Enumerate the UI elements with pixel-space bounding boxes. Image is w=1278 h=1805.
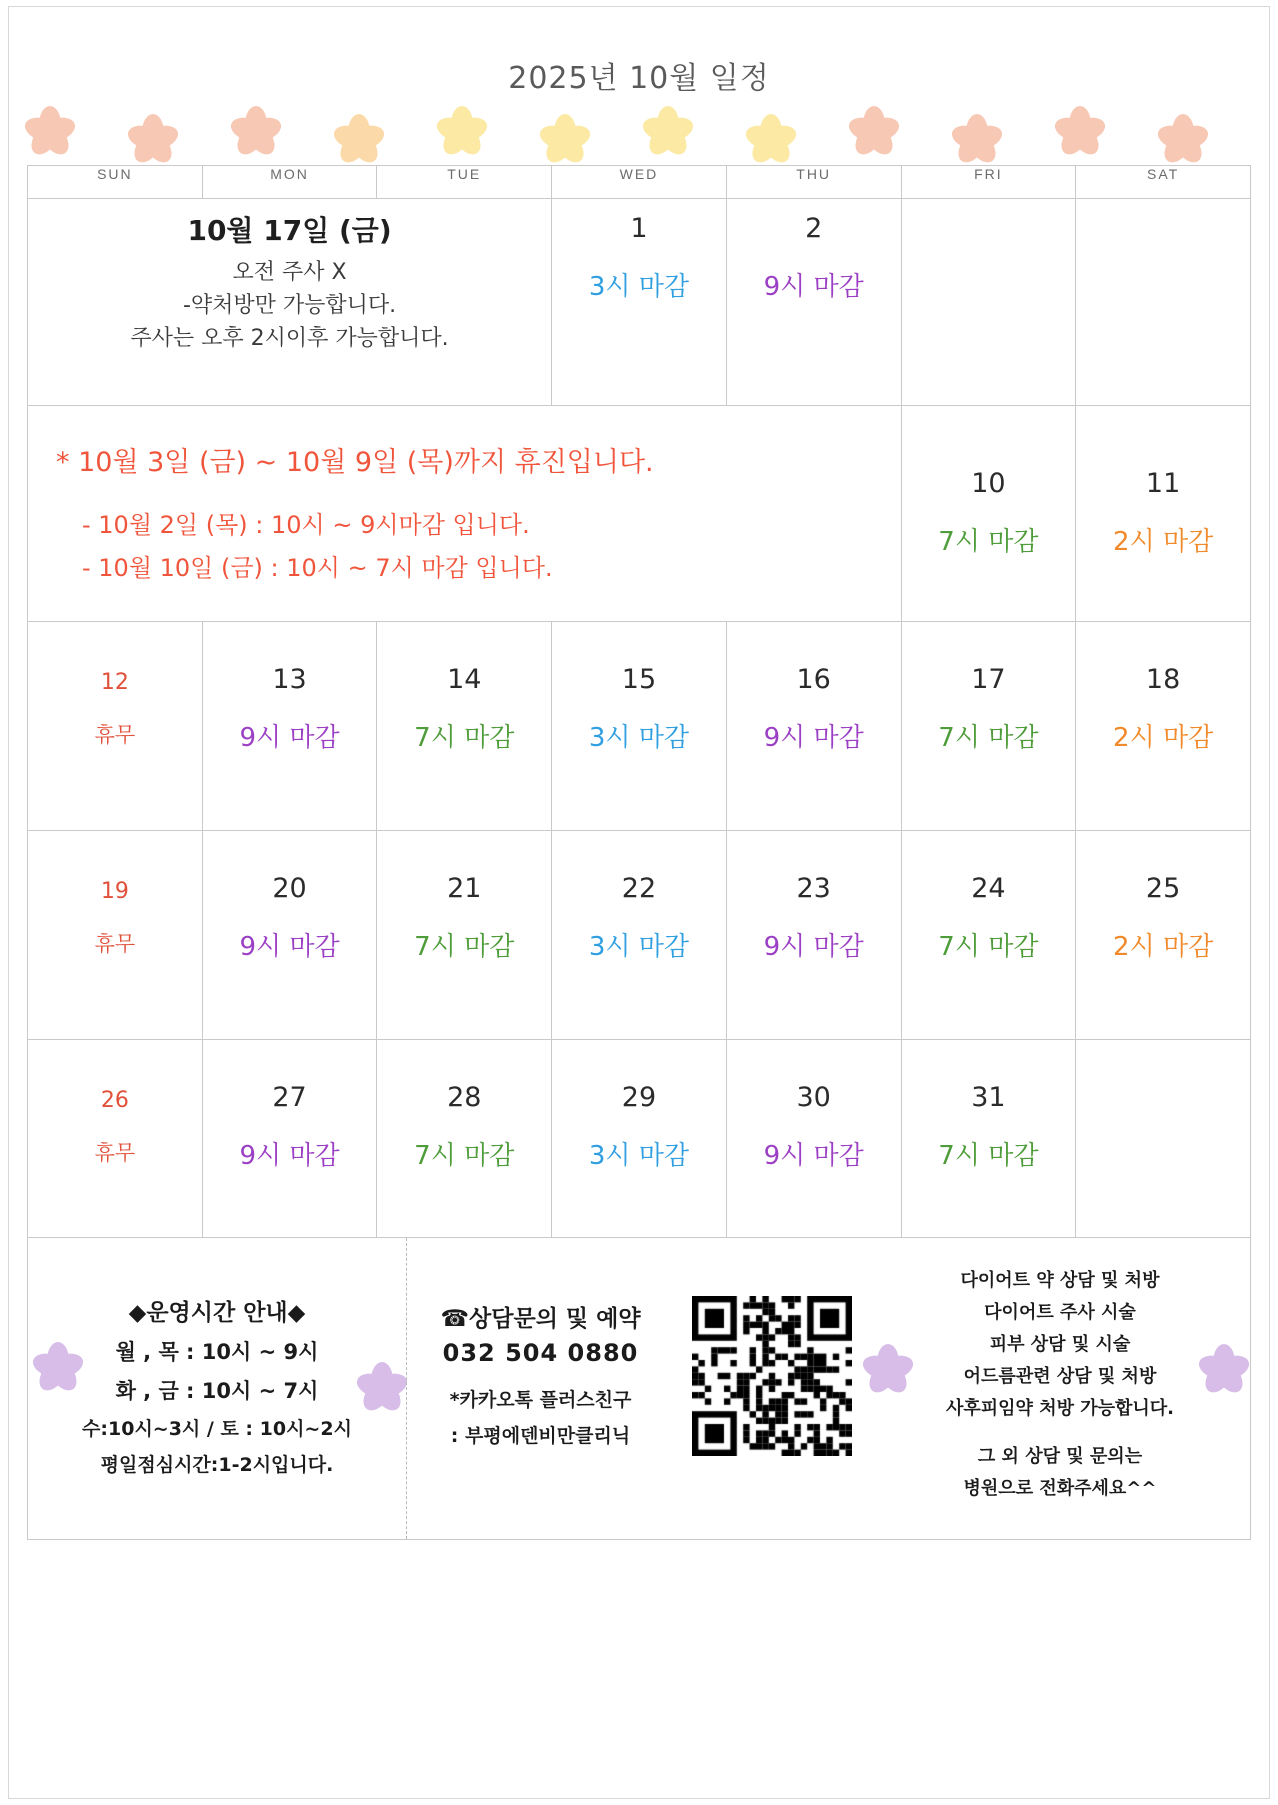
footer-services-block — [870, 1238, 1250, 1539]
day-cell-28 — [377, 1040, 552, 1238]
kakao-id: : 부평에덴비만클리닉 — [450, 1425, 631, 1447]
day-note: 7시 마감 — [938, 723, 1039, 753]
holiday-notice-cell — [28, 406, 902, 622]
notice-banner-injection — [28, 199, 552, 406]
service-line-6: 그 외 상담 및 문의는 — [977, 1446, 1143, 1467]
day-note: 7시 마감 — [414, 1141, 515, 1171]
flower-icon — [744, 113, 798, 165]
service-line-1: 다이어트 약 상담 및 처방 — [960, 1270, 1160, 1291]
weekday-header-sat: SAT — [1076, 166, 1251, 199]
banner-title: 10월 17일 (금) — [187, 214, 392, 247]
weekday-header-tue: TUE — [377, 166, 552, 199]
calendar-table — [27, 165, 1251, 1238]
day-cell-empty — [1076, 1040, 1251, 1238]
day-cell-12 — [28, 622, 203, 831]
flower-icon — [538, 113, 592, 165]
flower-icon — [641, 105, 695, 159]
day-number: 19 — [100, 879, 129, 904]
day-cell-22 — [552, 831, 727, 1040]
day-note: 3시 마감 — [588, 932, 690, 962]
qr-code-icon[interactable] — [692, 1296, 852, 1456]
hours-line-2: 화 , 금 : 10시 ~ 7시 — [115, 1379, 319, 1403]
flower-icon — [847, 105, 901, 159]
holiday-notice-line-1: * 10월 3일 (금) ~ 10월 9일 (목)까지 휴진입니다. — [56, 447, 654, 478]
hours-line-4: 평일점심시간:1-2시입니다. — [100, 1454, 334, 1476]
day-number: 23 — [796, 873, 831, 904]
day-note: 9시 마감 — [763, 272, 864, 302]
weekday-header-mon: MON — [202, 166, 377, 199]
day-cell-24 — [901, 831, 1076, 1040]
calendar-week-row — [28, 406, 1251, 622]
contact-phone[interactable]: 032 504 0880 — [442, 1339, 639, 1367]
day-number: 27 — [272, 1082, 307, 1113]
day-note: 7시 마감 — [938, 932, 1039, 962]
footer-hours-block — [28, 1238, 406, 1539]
day-note: 2시 마감 — [1113, 723, 1214, 753]
flower-icon — [229, 105, 283, 159]
banner-line-1: 오전 주사 X — [232, 260, 347, 285]
calendar-week-row — [28, 622, 1251, 831]
hours-line-1: 월 , 목 : 10시 ~ 9시 — [115, 1340, 319, 1364]
day-cell-1 — [552, 199, 727, 406]
banner-line-2: -약처방만 가능합니다. — [182, 293, 397, 318]
calendar-sheet — [8, 6, 1270, 1799]
day-note: 7시 마감 — [938, 527, 1039, 557]
day-cell-20 — [202, 831, 377, 1040]
day-cell-17 — [901, 622, 1076, 831]
flower-icon — [358, 1364, 406, 1412]
day-number: 29 — [621, 1082, 657, 1113]
flower-icon — [126, 113, 180, 165]
calendar-week-row — [28, 831, 1251, 1040]
flower-icon — [34, 1344, 82, 1392]
weekday-header-fri: FRI — [901, 166, 1076, 199]
day-cell-16 — [726, 622, 901, 831]
day-number: 31 — [971, 1082, 1006, 1113]
weekday-header-row — [28, 166, 1251, 199]
day-cell-31 — [901, 1040, 1076, 1238]
day-cell-11 — [1076, 406, 1251, 622]
day-number: 22 — [621, 873, 657, 904]
page-title: 2025년 10월 일정 — [508, 61, 770, 96]
footer-contact-block — [406, 1238, 674, 1539]
day-note: 2시 마감 — [1113, 527, 1214, 557]
day-number: 18 — [1145, 664, 1181, 695]
day-note: 휴무 — [94, 723, 136, 747]
day-cell-15 — [552, 622, 727, 831]
flower-icon — [1053, 105, 1107, 159]
flower-icon — [1156, 113, 1210, 165]
day-note: 휴무 — [94, 932, 136, 956]
service-line-7: 병원으로 전화주세요^^ — [963, 1478, 1157, 1499]
day-number: 13 — [272, 664, 307, 695]
weekday-header-wed: WED — [552, 166, 727, 199]
calendar-week-row — [28, 1040, 1251, 1238]
hours-line-3: 수:10시~3시 / 토 : 10시~2시 — [82, 1418, 352, 1440]
day-number: 24 — [971, 873, 1006, 904]
flower-icon — [864, 1346, 912, 1394]
day-cell-25 — [1076, 831, 1251, 1040]
day-cell-21 — [377, 831, 552, 1040]
day-note: 3시 마감 — [588, 1141, 690, 1171]
holiday-notice-line-2: - 10월 2일 (목) : 10시 ~ 9시마감 입니다. — [82, 511, 530, 539]
day-number: 1 — [630, 213, 648, 244]
day-number: 28 — [447, 1082, 482, 1113]
flower-icon — [1200, 1346, 1248, 1394]
hours-title: ◆운영시간 안내◆ — [128, 1300, 306, 1326]
kakao-label: *카카오톡 플러스친구 — [449, 1389, 632, 1411]
day-cell-29 — [552, 1040, 727, 1238]
day-note: 3시 마감 — [588, 272, 690, 302]
day-number: 14 — [447, 664, 482, 695]
flower-icon — [23, 105, 77, 159]
service-line-3: 피부 상담 및 시술 — [989, 1334, 1131, 1355]
flower-icon — [950, 113, 1004, 165]
day-note: 3시 마감 — [588, 723, 690, 753]
day-number: 26 — [100, 1088, 129, 1113]
day-cell-30 — [726, 1040, 901, 1238]
day-cell-19 — [28, 831, 203, 1040]
service-line-5: 사후피임약 처방 가능합니다. — [945, 1398, 1175, 1419]
service-line-2: 다이어트 주사 시술 — [984, 1302, 1136, 1323]
day-note: 9시 마감 — [763, 932, 864, 962]
day-number: 2 — [805, 213, 823, 244]
day-cell-10 — [901, 406, 1076, 622]
weekday-header-thu: THU — [726, 166, 901, 199]
footer-qr-block — [674, 1238, 870, 1539]
flower-icon — [435, 105, 489, 159]
day-cell-14 — [377, 622, 552, 831]
day-cell-27 — [202, 1040, 377, 1238]
day-note: 7시 마감 — [938, 1141, 1039, 1171]
day-note: 9시 마감 — [763, 723, 864, 753]
day-cell-2 — [726, 199, 901, 406]
day-number: 30 — [796, 1082, 831, 1113]
day-cell-empty — [901, 199, 1076, 406]
day-cell-23 — [726, 831, 901, 1040]
day-note: 9시 마감 — [239, 723, 340, 753]
day-cell-empty — [1076, 199, 1251, 406]
day-cell-26 — [28, 1040, 203, 1238]
day-number: 25 — [1145, 873, 1181, 904]
day-cell-18 — [1076, 622, 1251, 831]
day-number: 16 — [796, 664, 831, 695]
weekday-header-sun: SUN — [28, 166, 203, 199]
day-note: 2시 마감 — [1113, 932, 1214, 962]
footer-info-panel — [27, 1238, 1251, 1540]
day-note: 9시 마감 — [239, 1141, 340, 1171]
banner-line-3: 주사는 오후 2시이후 가능합니다. — [130, 326, 449, 351]
day-note: 7시 마감 — [414, 932, 515, 962]
day-note: 휴무 — [94, 1141, 136, 1165]
contact-title: ☎상담문의 및 예약 — [440, 1306, 641, 1332]
day-number: 12 — [100, 670, 129, 695]
day-cell-13 — [202, 622, 377, 831]
calendar-week-row — [28, 199, 1251, 406]
day-number: 17 — [971, 664, 1006, 695]
day-number: 15 — [621, 664, 657, 695]
day-note: 7시 마감 — [414, 723, 515, 753]
holiday-notice-line-3: - 10월 10일 (금) : 10시 ~ 7시 마감 입니다. — [82, 554, 553, 582]
flower-icon — [332, 113, 386, 165]
day-note: 9시 마감 — [763, 1141, 864, 1171]
day-number: 11 — [1145, 468, 1181, 499]
flower-decoration-band — [9, 103, 1269, 165]
service-line-4: 어드름관련 상담 및 처방 — [963, 1366, 1157, 1387]
day-number: 20 — [272, 873, 307, 904]
day-number: 10 — [971, 468, 1006, 499]
day-number: 21 — [447, 873, 482, 904]
day-note: 9시 마감 — [239, 932, 340, 962]
